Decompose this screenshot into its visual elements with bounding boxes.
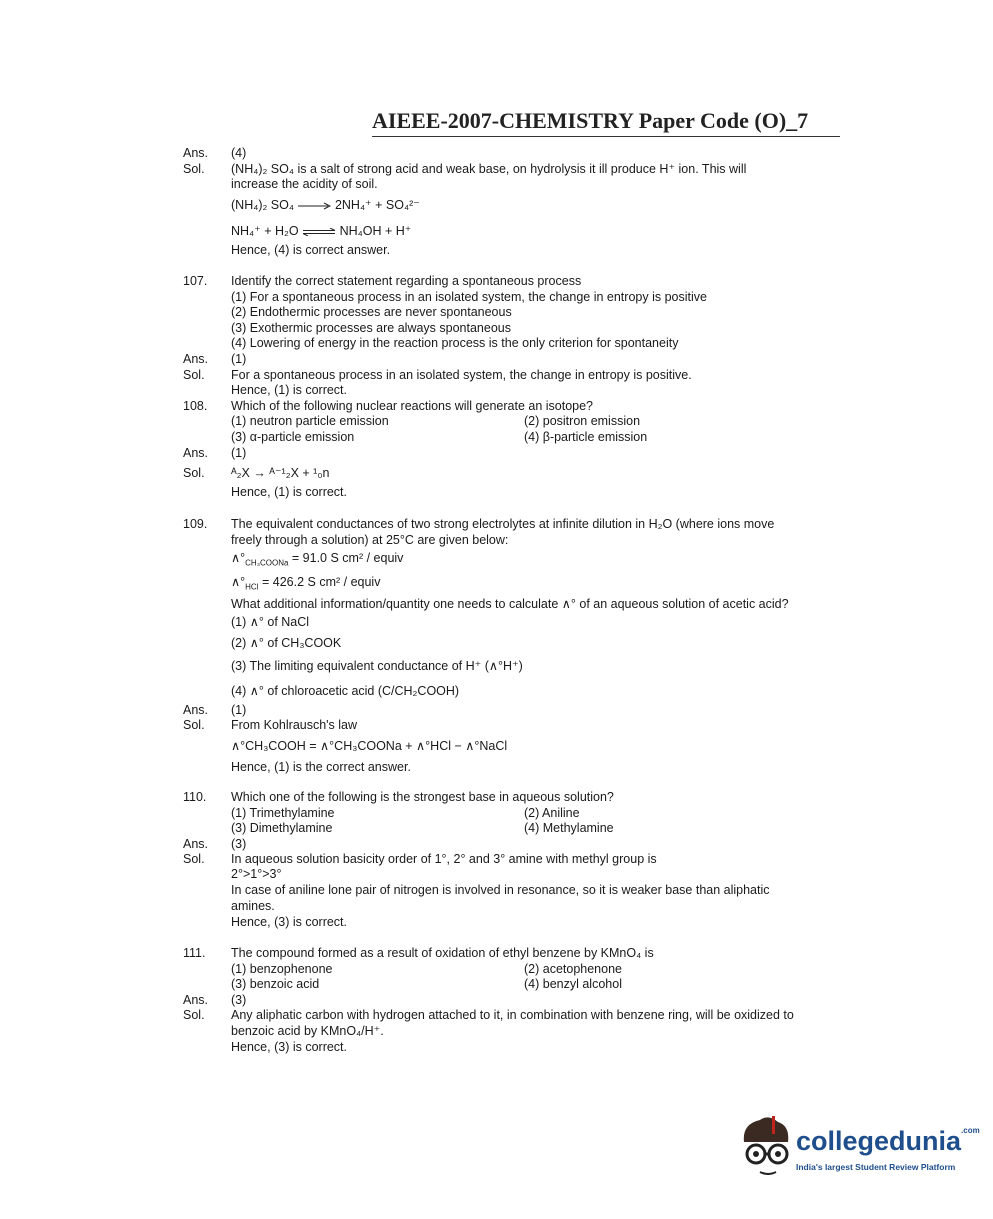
equation-lhs: NH₄⁺ + H₂O: [231, 224, 299, 238]
option: (4) Lowering of energy in the reaction process is the only criterion for spontaneity: [231, 336, 679, 350]
reaction-arrow-icon: [297, 202, 331, 210]
solution-text: benzoic acid by KMnO₄/H⁺.: [231, 1024, 384, 1038]
solution-text: 2°>1°>3°: [231, 867, 282, 881]
question-text: Which one of the following is the strongest base in aqueous solution?: [231, 790, 614, 804]
page-header-title: AIEEE-2007-CHEMISTRY Paper Code (O)_7: [372, 108, 809, 133]
answer-value: (1): [231, 703, 247, 717]
answer-value: (3): [231, 837, 247, 851]
given-value: $\wedge^\circ_{HCl} = 426.2$ S cm² / equiv: [231, 575, 381, 592]
brand-tagline: India's largest Student Review Platform: [796, 1162, 956, 1172]
equation: [231, 197, 420, 212]
solution-text: amines.: [231, 899, 275, 913]
answer-label: Ans.: [183, 146, 209, 160]
answer-label: Ans.: [183, 993, 209, 1007]
nuclear-equation: ᴬ₂X → ᴬ⁻¹₂X + ¹₀n: [231, 466, 330, 480]
question-text: The equivalent conductances of two strong electrolytes at infinite dilution in H₂O (where ions move: [231, 517, 775, 531]
equation-lhs: (NH₄)₂ SO₄: [231, 198, 294, 212]
option: (1) For a spontaneous process in an isolated system, the change in entropy is positive: [231, 290, 707, 304]
solution-text: For a spontaneous process in an isolated system, the change in entropy is positive.: [231, 368, 692, 382]
answer-value: (1): [231, 352, 247, 366]
solution-text: In aqueous solution basicity order of 1°, 2° and 3° amine with methyl group is: [231, 852, 657, 866]
option: (3) Dimethylamine: [231, 821, 333, 835]
collegedunia-logo: [738, 1112, 980, 1184]
question-number: 110.: [183, 790, 207, 804]
equation-rhs: NH₄OH + H⁺: [339, 224, 412, 238]
question-number: 108.: [183, 399, 208, 413]
option: (2) Endothermic processes are never spontaneous: [231, 305, 512, 319]
option: (3) α-particle emission: [231, 430, 355, 444]
solution-conclusion: Hence, (3) is correct.: [231, 1040, 348, 1054]
option: (2) acetophenone: [524, 962, 622, 976]
option: (4) benzyl alcohol: [524, 977, 622, 991]
option: (4) ∧° of chloroacetic acid (C/CH₂COOH): [231, 684, 460, 698]
kohlrausch-equation: ∧°CH₃COOH = ∧°CH₃COONa + ∧°HCl − ∧°NaCl: [231, 739, 508, 753]
solution-text: increase the acidity of soil.: [231, 177, 378, 191]
header-rule: [372, 136, 840, 137]
option: (2) positron emission: [524, 414, 641, 428]
equilibrium-arrow-icon: [302, 228, 336, 236]
question-number: 107.: [183, 274, 208, 288]
option: (1) ∧° of NaCl: [231, 615, 310, 629]
solution-text: (NH₄)₂ SO₄ is a salt of strong acid and weak base, on hydrolysis it ill produce H⁺ ion. This will: [231, 162, 747, 176]
solution-label: Sol.: [183, 466, 205, 480]
answer-label: Ans.: [183, 446, 209, 460]
option: (2) Aniline: [524, 806, 580, 820]
solution-text: In case of aniline lone pair of nitrogen is involved in resonance, so it is weaker base than aliphatic: [231, 883, 770, 897]
answer-label: Ans.: [183, 837, 209, 851]
solution-label: Sol.: [183, 1008, 205, 1022]
solution-conclusion: Hence, (1) is correct.: [231, 485, 348, 499]
answer-label: Ans.: [183, 703, 209, 717]
question-number: 109.: [183, 517, 208, 531]
equation-rhs: 2NH₄⁺ + SO₄²⁻: [334, 198, 420, 212]
mascot-icon: [738, 1112, 798, 1184]
answer-value: (3): [231, 993, 247, 1007]
option: (4) β-particle emission: [524, 430, 648, 444]
option: (1) benzophenone: [231, 962, 333, 976]
answer-value: (1): [231, 446, 247, 460]
question-text: What additional information/quantity one needs to calculate ∧° of an aqueous solution of acetic acid?: [231, 597, 789, 611]
solution-label: Sol.: [183, 852, 205, 866]
answer-value: (4): [231, 146, 247, 160]
solution-text: From Kohlrausch's law: [231, 718, 358, 732]
brand-domain: .com: [961, 1126, 980, 1135]
question-text: freely through a solution) at 25°C are given below:: [231, 533, 509, 547]
answer-label: Ans.: [183, 352, 209, 366]
solution-label: Sol.: [183, 368, 205, 382]
solution-conclusion: Hence, (1) is correct.: [231, 383, 348, 397]
option: (1) neutron particle emission: [231, 414, 389, 428]
question-number: 111.: [183, 946, 206, 960]
equation: [231, 223, 411, 238]
question-text: Which of the following nuclear reactions will generate an isotope?: [231, 399, 594, 413]
question-text: Identify the correct statement regarding a spontaneous process: [231, 274, 582, 288]
option: (2) ∧° of CH₃COOK: [231, 636, 342, 650]
brand-name: collegedunia: [796, 1126, 962, 1156]
solution-label: Sol.: [183, 718, 205, 732]
option: (3) benzoic acid: [231, 977, 320, 991]
solution-conclusion: Hence, (1) is the correct answer.: [231, 760, 411, 774]
solution-text: Any aliphatic carbon with hydrogen attached to it, in combination with benzene ring, will be oxidized to: [231, 1008, 794, 1022]
question-text: The compound formed as a result of oxidation of ethyl benzene by KMnO₄ is: [231, 946, 654, 960]
solution-conclusion: Hence, (3) is correct.: [231, 915, 348, 929]
option: (1) Trimethylamine: [231, 806, 335, 820]
option: (4) Methylamine: [524, 821, 614, 835]
option: (3) The limiting equivalent conductance of H⁺ (∧°H⁺): [231, 659, 523, 673]
solution-conclusion: Hence, (4) is correct answer.: [231, 243, 391, 257]
given-value: $\wedge^\circ_{CH_3COONa} = 91.0$ S cm² / equiv: [231, 551, 404, 568]
option: (3) Exothermic processes are always spontaneous: [231, 321, 511, 335]
solution-label: Sol.: [183, 162, 205, 176]
